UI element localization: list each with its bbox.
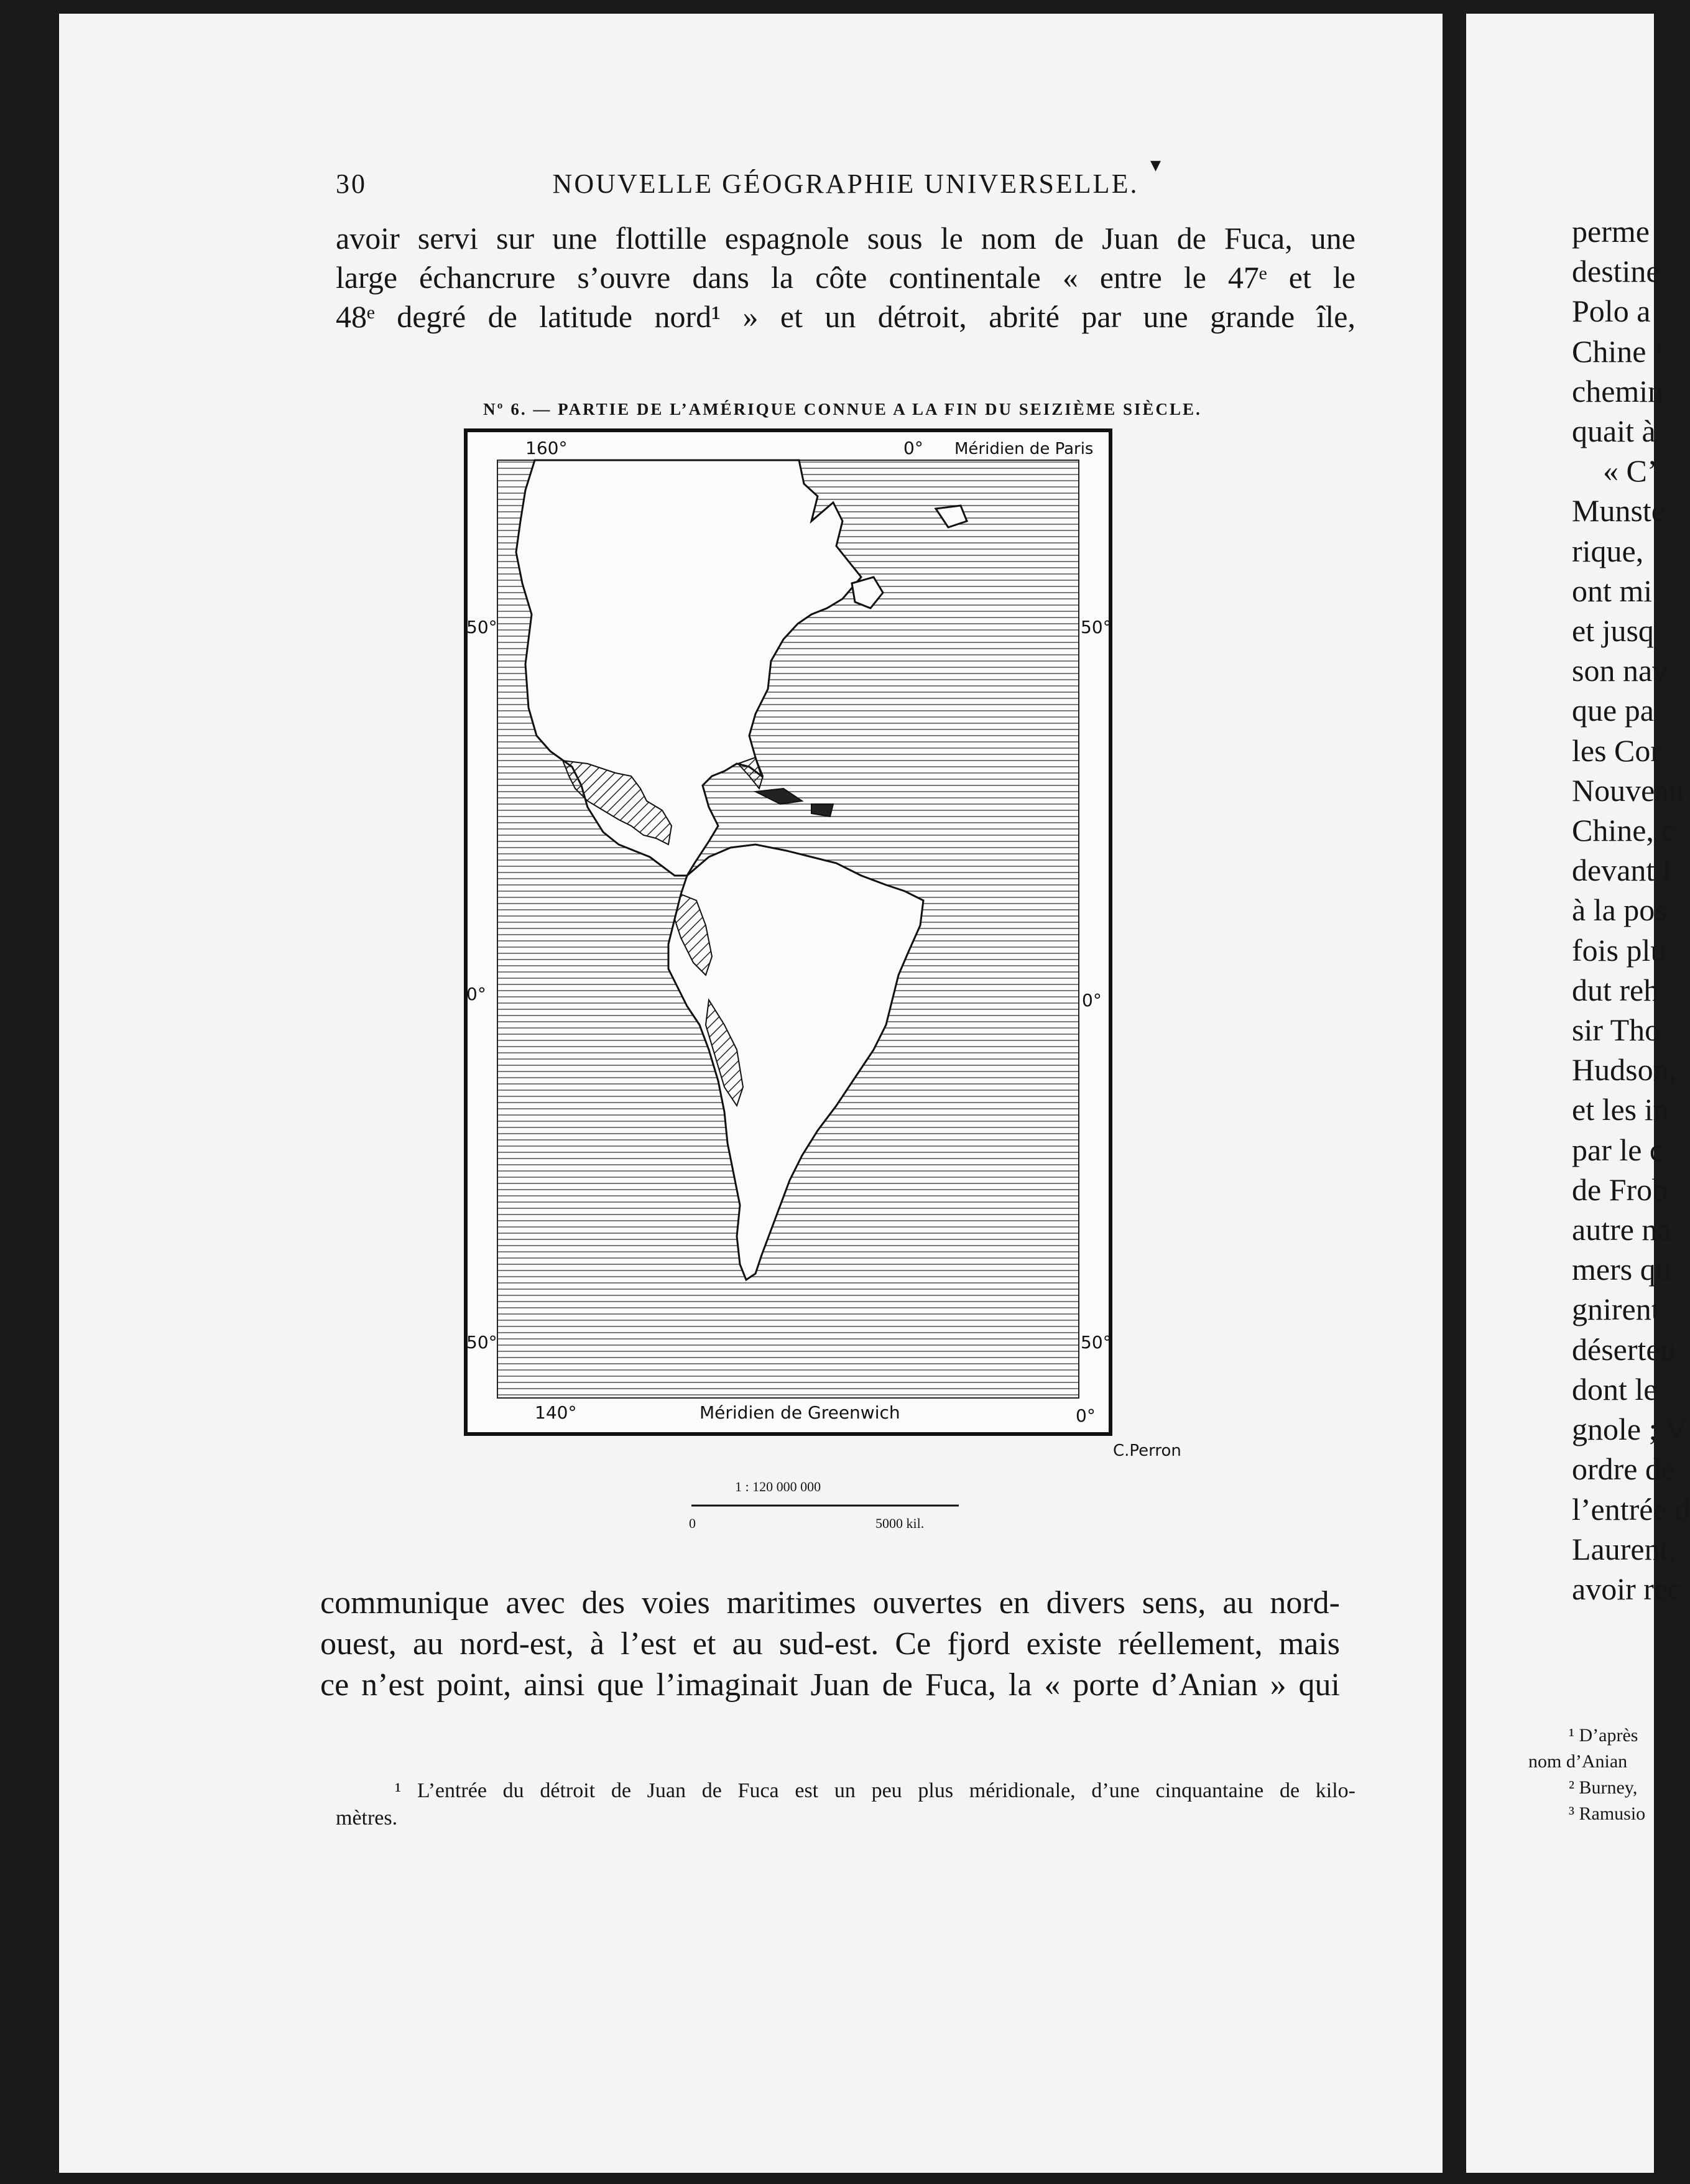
latitude-label: 50° [466, 1332, 497, 1353]
right-line: gnole ; V [1572, 1412, 1688, 1447]
right-note: ³ Ramusio [1569, 1803, 1646, 1824]
text-line: communique avec des voies maritimes ouvertes en divers sens, au nord- [320, 1585, 1340, 1621]
right-line: son nav [1572, 653, 1668, 688]
right-line: chemin [1572, 373, 1664, 409]
right-line: par le c [1572, 1132, 1664, 1167]
top-paragraph [336, 219, 1355, 336]
right-line: de Frob [1572, 1172, 1668, 1207]
footnote-line: ¹ L’entrée du détroit de Juan de Fuca est un peu plus méridionale, d’une cinquantaine de kilo- [395, 1779, 1355, 1802]
scale-end: 5000 kil. [875, 1515, 925, 1531]
page-number: 30 [336, 169, 367, 199]
right-line: l’entrée d [1572, 1491, 1690, 1527]
right-line: et jusq [1572, 613, 1654, 649]
right-line: Chine, c [1572, 813, 1676, 848]
text-line: ce n’est point, ainsi que l’imaginait Juan de Fuca, la « porte d’Anian » qui [320, 1667, 1340, 1703]
right-line: perme [1572, 214, 1650, 249]
right-line: les Cor [1572, 733, 1661, 768]
right-line: destine [1572, 254, 1660, 289]
right-line: autre na [1572, 1212, 1671, 1247]
text-line: ouest, au nord-est, à l’est et au sud-est. Ce fjord existe réellement, mais [320, 1626, 1340, 1662]
right-line: et les in [1572, 1092, 1669, 1127]
latitude-label: 50° [466, 617, 497, 637]
right-line: devant l [1572, 853, 1671, 888]
right-line: Nouveau [1572, 772, 1684, 808]
right-page [1466, 14, 1690, 2173]
right-line: Chine ¹ [1572, 333, 1663, 369]
americas-map [463, 428, 1113, 1437]
right-line: Munste [1572, 493, 1665, 529]
right-line: dont le [1572, 1371, 1658, 1407]
right-page-text [1572, 211, 1690, 1609]
right-line: Hudson, [1572, 1052, 1677, 1088]
meridian-label: Méridien de Paris [954, 440, 1094, 458]
right-line: Polo a [1572, 294, 1651, 329]
text-line: 48ᵉ degré de latitude nord¹ » et un détroit, abrité par une grande île, [336, 299, 1355, 334]
right-line: « C’ [1603, 453, 1658, 489]
latitude-label: 0° [466, 984, 486, 1004]
right-line: quait à [1572, 414, 1656, 449]
meridian-label: Méridien de Greenwich [700, 1402, 900, 1423]
right-page-footnotes [1528, 1723, 1645, 1827]
latitude-label: 0° [1082, 990, 1102, 1011]
right-line: mers qu [1572, 1252, 1671, 1287]
scale-ratio: 1 : 120 000 000 [735, 1479, 821, 1494]
longitude-label: 0° [903, 438, 923, 458]
stray-mark: ▾ [1150, 154, 1161, 177]
right-line: ont mi [1572, 573, 1653, 608]
footnote [336, 1777, 1355, 1832]
scale-bar [691, 1504, 959, 1507]
longitude-label: 0° [1076, 1405, 1096, 1426]
bottom-paragraph [320, 1583, 1340, 1706]
right-line: dut reh [1572, 972, 1660, 1007]
right-line: avoir rec [1572, 1571, 1682, 1606]
scale-zero: 0 [689, 1515, 696, 1531]
right-note: nom d’Anian [1528, 1751, 1628, 1772]
right-line: que pa [1572, 693, 1654, 728]
right-line: sir Tho [1572, 1012, 1661, 1048]
right-line: fois plu [1572, 932, 1666, 968]
running-title: NOUVELLE GÉOGRAPHIE UNIVERSELLE. [552, 169, 1139, 199]
right-line: ordre de [1572, 1451, 1675, 1487]
right-note: ² Burney, [1569, 1777, 1638, 1798]
map-signature: C.Perron [1113, 1441, 1181, 1460]
right-line: gnirent [1572, 1292, 1660, 1327]
text-line: avoir servi sur une flottille espagnole sous le nom de Juan de Fuca, une [336, 221, 1355, 256]
running-head [336, 168, 1355, 205]
map-caption: Nº 6. — PARTIE DE L’AMÉRIQUE CONNUE A LA FIN DU SEIZIÈME SIÈCLE. [483, 400, 1202, 419]
right-note: ¹ D’après [1569, 1725, 1638, 1746]
right-line: déserteu [1572, 1331, 1676, 1367]
right-line: Laurent, [1572, 1531, 1676, 1566]
longitude-label: 140° [535, 1402, 577, 1423]
footnote-line: mètres. [336, 1807, 398, 1830]
longitude-label: 160° [525, 438, 568, 458]
right-line: à la pos [1572, 892, 1667, 928]
latitude-label: 50° [1081, 1332, 1112, 1353]
text-line: large échancrure s’ouvre dans la côte continentale « entre le 47ᵉ et le [336, 260, 1355, 295]
right-line: rique, [1572, 533, 1644, 568]
latitude-label: 50° [1081, 617, 1112, 637]
